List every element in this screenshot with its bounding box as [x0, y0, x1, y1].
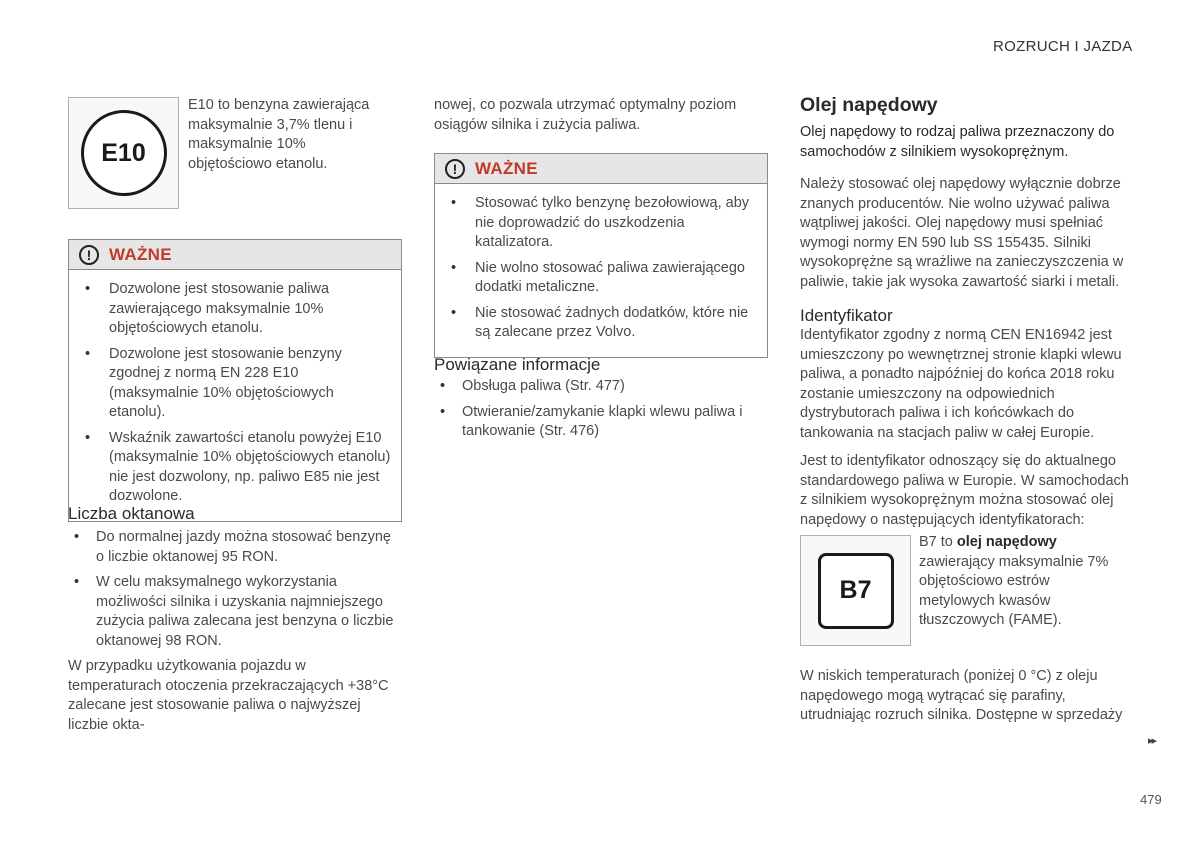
e10-symbol-label: E10	[81, 110, 167, 196]
list-item: • Dozwolone jest stosowanie paliwa zawierającego maksymalnie 10% objętościowych etanolu.	[79, 280, 391, 339]
b7-text-bold: olej napędowy	[956, 534, 1057, 550]
warning-label: WAŻNE	[109, 244, 172, 264]
related-link[interactable]: • Otwieranie/zamykanie klapki wlewu paliwa i tankowanie (Str. 476)	[434, 403, 766, 442]
exclamation-icon: !	[79, 245, 99, 265]
b7-text-pre: B7 to	[919, 534, 957, 550]
b7-fuel-symbol	[800, 535, 911, 646]
list-item: • Nie stosować żadnych dodatków, które nie są zalecane przez Volvo.	[445, 304, 757, 343]
diesel-paragraph: Należy stosować olej napędowy wyłącznie dobrze znanych producentów. Nie wolno używać paliwa wątpliwej jakości. Olej napędowy musi spełniać wymogi normy EN 590 lub SS 155435. Silniki wysokoprężne są wrażliwe na zanieczyszczenia w paliwie, takie jak wysoka zawartość siarki i metali.	[800, 176, 1124, 290]
page-number: 479	[1140, 792, 1162, 807]
related-heading: Powiązane informacje	[434, 355, 601, 374]
continuation-paragraph: nowej, co pozwala utrzymać optymalny poziom osiągów silnika i zużycia paliwa.	[434, 97, 737, 133]
b7-description	[919, 533, 1129, 631]
low-temperature-paragraph: W niskich temperaturach (poniżej 0 °C) z oleju napędowego mogą wytrącać się parafiny, utrudniając rozruch silnika. Dostępne w sprzedaży	[800, 668, 1123, 723]
e10-fuel-symbol	[68, 97, 179, 209]
diesel-section	[800, 94, 1132, 530]
related-link[interactable]: • Obsługa paliwa (Str. 477)	[434, 377, 766, 397]
section-title: ROZRUCH I JAZDA	[993, 38, 1133, 55]
exclamation-icon: !	[445, 159, 465, 179]
b7-symbol-label: B7	[818, 553, 894, 629]
list-item: • Do normalnej jazdy można stosować benzynę o liczbie oktanowej 95 RON.	[68, 528, 400, 567]
continue-arrows-icon: ▸▸	[1148, 735, 1156, 747]
list-item: • Stosować tylko benzynę bezołowiową, aby nie doprowadzić do uszkodzenia katalizatora.	[445, 194, 757, 253]
b7-text-post: zawierający maksymalnie 7% objętościowo estrów metylowych kwasów tłuszczowych (FAME).	[919, 553, 1109, 628]
list-item: • Nie wolno stosować paliwa zawierającego dodatki metaliczne.	[445, 259, 757, 298]
list-item: • W celu maksymalnego wykorzystania możliwości silnika i uzyskania najmniejszego zużycia paliwa zalecana jest benzyna o liczbie oktanowej 98 RON.	[68, 573, 400, 651]
identifier-heading: Identyfikator	[800, 306, 893, 325]
diesel-heading: Olej napędowy	[800, 94, 938, 116]
related-info-section	[434, 355, 766, 448]
identifier-paragraph-2: Jest to identyfikator odnoszący się do aktualnego standardowego paliwa w Europie. W samochodach z silnikiem wysokoprężnym można stosować olej napędowy o następujących identyfikatorach:	[800, 453, 1129, 528]
warning-box-fuel	[434, 153, 768, 358]
diesel-lead: Olej napędowy to rodzaj paliwa przeznaczony do samochodów z silnikiem wysokoprężnym.	[800, 124, 1115, 160]
list-item: • Dozwolone jest stosowanie benzyny zgodnej z normą EN 228 E10 (maksymalnie 10% objętościowych etanolu).	[79, 345, 391, 423]
list-item: • Wskaźnik zawartości etanolu powyżej E10 (maksymalnie 10% objętościowych etanolu) nie jest dozwolony, np. paliwo E85 nie jest dozwolone.	[79, 429, 391, 507]
warning-header	[435, 154, 767, 184]
temperature-paragraph: W przypadku użytkowania pojazdu w temperaturach otoczenia przekraczających +38°C zalecane jest stosowanie paliwa o najwyższej liczbie okta-	[68, 658, 389, 733]
identifier-paragraph: Identyfikator zgodny z normą CEN EN16942 jest umieszczony po wewnętrznej stronie klapki wlewu paliwa, a ponadto najpóźniej do końca 2018 roku zostanie umieszczony na odpowiednich dystrybutorach paliwa i ich końcówkach do tankowania na stacjach paliw w całej Europie.	[800, 327, 1122, 441]
warning-header	[69, 240, 401, 270]
octane-section	[68, 504, 400, 735]
octane-heading: Liczba oktanowa	[68, 504, 195, 523]
warning-box-ethanol	[68, 239, 402, 522]
warning-label: WAŻNE	[475, 158, 538, 178]
e10-description: E10 to benzyna zawierająca maksymalnie 3,7% tlenu i maksymalnie 10% objętościowo etanolu.	[188, 97, 370, 172]
